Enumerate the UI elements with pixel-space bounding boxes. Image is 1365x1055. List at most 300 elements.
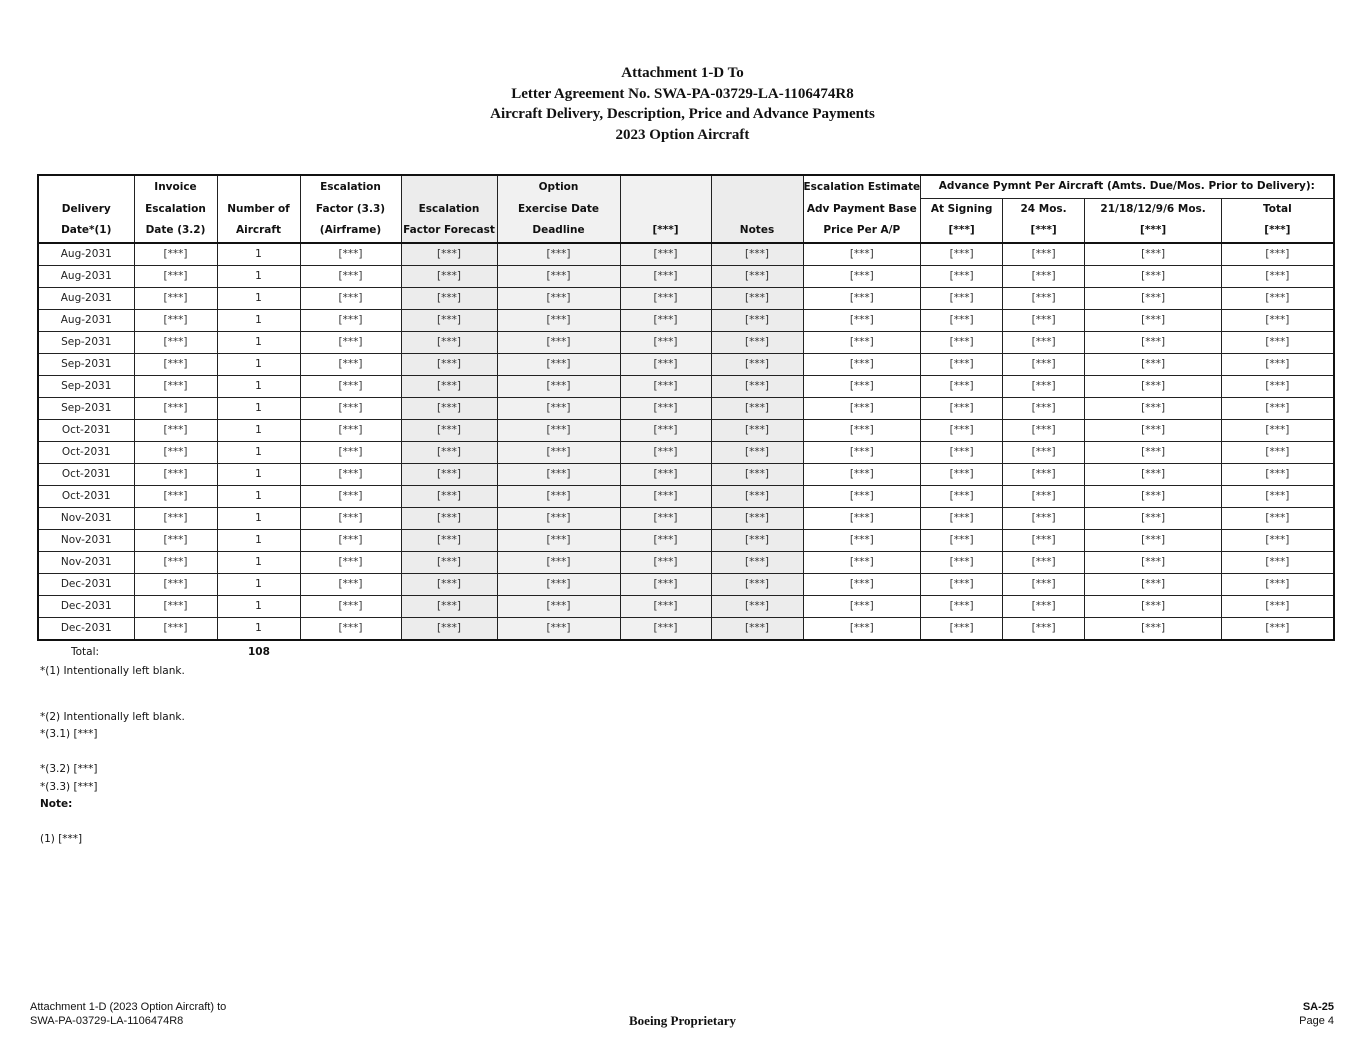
table-body (38, 243, 1334, 640)
at-signing-cell: [***] (921, 375, 1003, 397)
invoice-escalation-cell: [***] (134, 595, 217, 617)
escalation-estimate-cell: [***] (803, 419, 921, 441)
24-mos-cell: [***] (1003, 375, 1085, 397)
total-cell: [***] (1222, 573, 1334, 595)
escalation-forecast-cell: [***] (401, 551, 497, 573)
notes-cell: [***] (711, 441, 803, 463)
notes-cell: [***] (711, 463, 803, 485)
footnote-3-3: *(3.3) [***] (40, 780, 98, 793)
delivery-date-cell: Aug-2031 (38, 287, 134, 309)
total-cell: [***] (1222, 595, 1334, 617)
number-aircraft-cell: 1 (217, 529, 300, 551)
number-aircraft-cell: 1 (217, 353, 300, 375)
invoice-escalation-cell: [***] (134, 331, 217, 353)
24-mos-cell: [***] (1003, 551, 1085, 573)
table-row (38, 617, 1334, 640)
option-exercise-cell: [***] (497, 551, 620, 573)
escalation-factor-cell: [***] (300, 331, 401, 353)
escalation-estimate-cell: [***] (803, 375, 921, 397)
header-total: Total (1222, 198, 1334, 220)
total-cell: [***] (1222, 485, 1334, 507)
header-redacted-2 (620, 198, 711, 220)
number-aircraft-cell: 1 (217, 331, 300, 353)
at-signing-cell: [***] (921, 485, 1003, 507)
escalation-estimate-cell: [***] (803, 287, 921, 309)
21-18-12-9-6-mos-cell: [***] (1085, 243, 1222, 266)
at-signing-cell: [***] (921, 397, 1003, 419)
total-cell: [***] (1222, 243, 1334, 266)
table-row (38, 419, 1334, 441)
escalation-factor-cell: [***] (300, 397, 401, 419)
table-row (38, 243, 1334, 266)
at-signing-cell: [***] (921, 463, 1003, 485)
table-row (38, 265, 1334, 287)
header-option-exercise-2: Exercise Date (497, 198, 620, 220)
number-aircraft-cell: 1 (217, 419, 300, 441)
21-18-12-9-6-mos-cell: [***] (1085, 265, 1222, 287)
invoice-escalation-cell: [***] (134, 353, 217, 375)
at-signing-cell: [***] (921, 507, 1003, 529)
escalation-estimate-cell: [***] (803, 529, 921, 551)
table-row (38, 485, 1334, 507)
notes-cell: [***] (711, 507, 803, 529)
total-label: Total: (71, 646, 100, 658)
option-exercise-cell: [***] (497, 529, 620, 551)
escalation-factor-cell: [***] (300, 529, 401, 551)
header-delivery-date-3: Date*(1) (38, 220, 134, 243)
total-cell: [***] (1222, 331, 1334, 353)
footer-proprietary-notice: Boeing Proprietary (629, 1013, 736, 1028)
header-delivery-date-1 (38, 175, 134, 198)
table-row (38, 287, 1334, 309)
notes-cell: [***] (711, 485, 803, 507)
24-mos-cell: [***] (1003, 353, 1085, 375)
title-line-4: 2023 Option Aircraft (615, 126, 750, 143)
at-signing-cell: [***] (921, 287, 1003, 309)
escalation-estimate-cell: [***] (803, 353, 921, 375)
header-escalation-forecast-2: Escalation (401, 198, 497, 220)
redacted-cell: [***] (620, 551, 711, 573)
escalation-factor-cell: [***] (300, 595, 401, 617)
option-exercise-cell: [***] (497, 331, 620, 353)
delivery-date-cell: Nov-2031 (38, 551, 134, 573)
redacted-cell: [***] (620, 441, 711, 463)
footnote-3-1: *(3.1) [***] (40, 728, 98, 740)
title-line-1: Attachment 1-D To (621, 65, 744, 81)
escalation-factor-cell: [***] (300, 617, 401, 640)
escalation-forecast-cell: [***] (401, 463, 497, 485)
notes-cell: [***] (711, 617, 803, 640)
21-18-12-9-6-mos-cell: [***] (1085, 397, 1222, 419)
escalation-factor-cell: [***] (300, 507, 401, 529)
24-mos-cell: [***] (1003, 243, 1085, 266)
redacted-cell: [***] (620, 375, 711, 397)
24-mos-cell: [***] (1003, 441, 1085, 463)
at-signing-cell: [***] (921, 309, 1003, 331)
total-cell: [***] (1222, 353, 1334, 375)
invoice-escalation-cell: [***] (134, 265, 217, 287)
header-notes-1 (711, 175, 803, 198)
invoice-escalation-cell: [***] (134, 419, 217, 441)
invoice-escalation-cell: [***] (134, 551, 217, 573)
at-signing-cell: [***] (921, 551, 1003, 573)
redacted-cell: [***] (620, 419, 711, 441)
escalation-estimate-cell: [***] (803, 617, 921, 640)
escalation-estimate-cell: [***] (803, 595, 921, 617)
24-mos-cell: [***] (1003, 309, 1085, 331)
escalation-factor-cell: [***] (300, 309, 401, 331)
footnote-1: *(1) Intentionally left blank. (40, 665, 185, 677)
note-1: (1) [***] (40, 833, 83, 845)
escalation-forecast-cell: [***] (401, 331, 497, 353)
invoice-escalation-cell: [***] (134, 397, 217, 419)
24-mos-cell: [***] (1003, 595, 1085, 617)
header-escalation-estimate-1: Escalation Estimate (803, 175, 921, 198)
21-18-12-9-6-mos-cell: [***] (1085, 375, 1222, 397)
header-escalation-estimate-2: Adv Payment Base (803, 198, 921, 220)
escalation-estimate-cell: [***] (803, 551, 921, 573)
option-exercise-cell: [***] (497, 375, 620, 397)
number-aircraft-cell: 1 (217, 507, 300, 529)
escalation-forecast-cell: [***] (401, 595, 497, 617)
header-redacted-1 (620, 175, 711, 198)
option-exercise-cell: [***] (497, 485, 620, 507)
total-cell: [***] (1222, 309, 1334, 331)
total-aircraft-count: 108 (248, 646, 270, 658)
escalation-factor-cell: [***] (300, 463, 401, 485)
24-mos-cell: [***] (1003, 265, 1085, 287)
escalation-forecast-cell: [***] (401, 243, 497, 266)
footer-supplement-number: SA-25 (1302, 1001, 1334, 1013)
escalation-factor-cell: [***] (300, 353, 401, 375)
delivery-date-cell: Aug-2031 (38, 309, 134, 331)
at-signing-cell: [***] (921, 595, 1003, 617)
21-18-12-9-6-mos-cell: [***] (1085, 331, 1222, 353)
escalation-forecast-cell: [***] (401, 529, 497, 551)
option-exercise-cell: [***] (497, 397, 620, 419)
at-signing-cell: [***] (921, 353, 1003, 375)
invoice-escalation-cell: [***] (134, 441, 217, 463)
24-mos-cell: [***] (1003, 331, 1085, 353)
total-cell: [***] (1222, 265, 1334, 287)
escalation-factor-cell: [***] (300, 287, 401, 309)
title-line-3: Aircraft Delivery, Description, Price and Advance Payments (490, 106, 875, 122)
number-aircraft-cell: 1 (217, 617, 300, 640)
total-cell: [***] (1222, 397, 1334, 419)
header-escalation-factor-2: Factor (3.3) (300, 198, 401, 220)
number-aircraft-cell: 1 (217, 463, 300, 485)
number-aircraft-cell: 1 (217, 441, 300, 463)
at-signing-cell: [***] (921, 441, 1003, 463)
escalation-forecast-cell: [***] (401, 507, 497, 529)
escalation-estimate-cell: [***] (803, 265, 921, 287)
option-exercise-cell: [***] (497, 309, 620, 331)
number-aircraft-cell: 1 (217, 243, 300, 266)
option-exercise-cell: [***] (497, 419, 620, 441)
at-signing-cell: [***] (921, 573, 1003, 595)
delivery-date-cell: Aug-2031 (38, 243, 134, 266)
escalation-forecast-cell: [***] (401, 397, 497, 419)
21-18-12-9-6-mos-cell: [***] (1085, 353, 1222, 375)
notes-cell: [***] (711, 287, 803, 309)
21-18-12-9-6-mos-cell: [***] (1085, 287, 1222, 309)
header-at-signing-value: [***] (921, 220, 1003, 243)
number-aircraft-cell: 1 (217, 309, 300, 331)
header-24-mos-value: [***] (1003, 220, 1085, 243)
21-18-12-9-6-mos-cell: [***] (1085, 573, 1222, 595)
notes-cell: [***] (711, 397, 803, 419)
header-number-aircraft-2: Number of (217, 198, 300, 220)
delivery-date-cell: Sep-2031 (38, 397, 134, 419)
header-notes-3: Notes (711, 220, 803, 243)
table-row (38, 397, 1334, 419)
number-aircraft-cell: 1 (217, 551, 300, 573)
header-redacted-3: [***] (620, 220, 711, 243)
invoice-escalation-cell: [***] (134, 573, 217, 595)
option-exercise-cell: [***] (497, 265, 620, 287)
escalation-estimate-cell: [***] (803, 485, 921, 507)
table-row (38, 309, 1334, 331)
escalation-factor-cell: [***] (300, 243, 401, 266)
delivery-date-cell: Oct-2031 (38, 419, 134, 441)
number-aircraft-cell: 1 (217, 573, 300, 595)
redacted-cell: [***] (620, 573, 711, 595)
invoice-escalation-cell: [***] (134, 287, 217, 309)
notes-cell: [***] (711, 309, 803, 331)
option-exercise-cell: [***] (497, 595, 620, 617)
21-18-12-9-6-mos-cell: [***] (1085, 595, 1222, 617)
escalation-forecast-cell: [***] (401, 441, 497, 463)
escalation-factor-cell: [***] (300, 265, 401, 287)
invoice-escalation-cell: [***] (134, 507, 217, 529)
notes-cell: [***] (711, 595, 803, 617)
delivery-date-cell: Oct-2031 (38, 485, 134, 507)
table-row (38, 551, 1334, 573)
21-18-12-9-6-mos-cell: [***] (1085, 507, 1222, 529)
redacted-cell: [***] (620, 617, 711, 640)
footer-left-line-1: Attachment 1-D (2023 Option Aircraft) to (30, 1001, 227, 1013)
table-row (38, 441, 1334, 463)
table-row (38, 573, 1334, 595)
escalation-forecast-cell: [***] (401, 287, 497, 309)
total-cell: [***] (1222, 617, 1334, 640)
redacted-cell: [***] (620, 243, 711, 266)
number-aircraft-cell: 1 (217, 265, 300, 287)
header-escalation-factor-1: Escalation (300, 175, 401, 198)
notes-cell: [***] (711, 243, 803, 266)
escalation-estimate-cell: [***] (803, 441, 921, 463)
at-signing-cell: [***] (921, 529, 1003, 551)
table-row (38, 331, 1334, 353)
option-exercise-cell: [***] (497, 441, 620, 463)
21-18-12-9-6-mos-cell: [***] (1085, 463, 1222, 485)
notes-cell: [***] (711, 419, 803, 441)
redacted-cell: [***] (620, 309, 711, 331)
table-row (38, 353, 1334, 375)
total-cell: [***] (1222, 551, 1334, 573)
notes-cell: [***] (711, 353, 803, 375)
header-invoice-escalation-3: Date (3.2) (134, 220, 217, 243)
header-notes-2 (711, 198, 803, 220)
table-row (38, 595, 1334, 617)
total-cell: [***] (1222, 529, 1334, 551)
option-exercise-cell: [***] (497, 243, 620, 266)
redacted-cell: [***] (620, 397, 711, 419)
redacted-cell: [***] (620, 265, 711, 287)
24-mos-cell: [***] (1003, 529, 1085, 551)
number-aircraft-cell: 1 (217, 485, 300, 507)
delivery-date-cell: Nov-2031 (38, 529, 134, 551)
escalation-forecast-cell: [***] (401, 265, 497, 287)
escalation-estimate-cell: [***] (803, 309, 921, 331)
escalation-factor-cell: [***] (300, 485, 401, 507)
header-number-aircraft-3: Aircraft (217, 220, 300, 243)
total-cell: [***] (1222, 463, 1334, 485)
redacted-cell: [***] (620, 507, 711, 529)
notes-cell: [***] (711, 529, 803, 551)
invoice-escalation-cell: [***] (134, 375, 217, 397)
at-signing-cell: [***] (921, 243, 1003, 266)
escalation-factor-cell: [***] (300, 441, 401, 463)
footnote-3-2: *(3.2) [***] (40, 763, 98, 775)
21-18-12-9-6-mos-cell: [***] (1085, 309, 1222, 331)
redacted-cell: [***] (620, 331, 711, 353)
delivery-date-cell: Oct-2031 (38, 463, 134, 485)
header-21-18-12-9-6-mos: 21/18/12/9/6 Mos. (1085, 198, 1222, 220)
table-row (38, 529, 1334, 551)
total-cell: [***] (1222, 419, 1334, 441)
option-exercise-cell: [***] (497, 463, 620, 485)
escalation-forecast-cell: [***] (401, 573, 497, 595)
header-21-18-12-9-6-mos-value: [***] (1085, 220, 1222, 243)
redacted-cell: [***] (620, 353, 711, 375)
header-advance-payment-group: Advance Pymnt Per Aircraft (Amts. Due/Mos. Prior to Delivery): (921, 175, 1334, 198)
header-escalation-estimate-3: Price Per A/P (803, 220, 921, 243)
escalation-estimate-cell: [***] (803, 243, 921, 266)
delivery-date-cell: Oct-2031 (38, 441, 134, 463)
21-18-12-9-6-mos-cell: [***] (1085, 529, 1222, 551)
escalation-factor-cell: [***] (300, 419, 401, 441)
number-aircraft-cell: 1 (217, 375, 300, 397)
at-signing-cell: [***] (921, 617, 1003, 640)
invoice-escalation-cell: [***] (134, 529, 217, 551)
header-delivery-date-2: Delivery (38, 198, 134, 220)
redacted-cell: [***] (620, 529, 711, 551)
24-mos-cell: [***] (1003, 485, 1085, 507)
escalation-factor-cell: [***] (300, 375, 401, 397)
24-mos-cell: [***] (1003, 419, 1085, 441)
invoice-escalation-cell: [***] (134, 617, 217, 640)
option-exercise-cell: [***] (497, 573, 620, 595)
escalation-forecast-cell: [***] (401, 617, 497, 640)
option-exercise-cell: [***] (497, 617, 620, 640)
total-cell: [***] (1222, 287, 1334, 309)
footer-page-info (1299, 1000, 1334, 1028)
footer-left-line-2: SWA-PA-03729-LA-1106474R8 (30, 1015, 184, 1027)
note-label: Note: (40, 798, 73, 810)
at-signing-cell: [***] (921, 265, 1003, 287)
21-18-12-9-6-mos-cell: [***] (1085, 485, 1222, 507)
header-escalation-factor-3: (Airframe) (300, 220, 401, 243)
table-header (38, 175, 1334, 243)
21-18-12-9-6-mos-cell: [***] (1085, 551, 1222, 573)
number-aircraft-cell: 1 (217, 595, 300, 617)
header-24-mos: 24 Mos. (1003, 198, 1085, 220)
total-cell: [***] (1222, 441, 1334, 463)
24-mos-cell: [***] (1003, 463, 1085, 485)
delivery-date-cell: Sep-2031 (38, 331, 134, 353)
escalation-forecast-cell: [***] (401, 375, 497, 397)
delivery-date-cell: Dec-2031 (38, 573, 134, 595)
number-aircraft-cell: 1 (217, 287, 300, 309)
24-mos-cell: [***] (1003, 617, 1085, 640)
invoice-escalation-cell: [***] (134, 463, 217, 485)
footnotes (40, 663, 185, 849)
at-signing-cell: [***] (921, 419, 1003, 441)
delivery-date-cell: Aug-2031 (38, 265, 134, 287)
header-at-signing: At Signing (921, 198, 1003, 220)
escalation-estimate-cell: [***] (803, 573, 921, 595)
24-mos-cell: [***] (1003, 287, 1085, 309)
delivery-date-cell: Dec-2031 (38, 617, 134, 640)
header-option-exercise-3: Deadline (497, 220, 620, 243)
table-row (38, 375, 1334, 397)
header-option-exercise-1: Option (497, 175, 620, 198)
notes-cell: [***] (711, 573, 803, 595)
redacted-cell: [***] (620, 287, 711, 309)
escalation-estimate-cell: [***] (803, 397, 921, 419)
delivery-date-cell: Sep-2031 (38, 375, 134, 397)
delivery-schedule-table (37, 174, 1335, 641)
redacted-cell: [***] (620, 463, 711, 485)
option-exercise-cell: [***] (497, 287, 620, 309)
table-row (38, 463, 1334, 485)
footer-page-number: Page 4 (1299, 1015, 1334, 1027)
title-line-2: Letter Agreement No. SWA-PA-03729-LA-1106474R8 (511, 85, 854, 102)
24-mos-cell: [***] (1003, 573, 1085, 595)
invoice-escalation-cell: [***] (134, 309, 217, 331)
total-cell: [***] (1222, 375, 1334, 397)
option-exercise-cell: [***] (497, 507, 620, 529)
escalation-forecast-cell: [***] (401, 353, 497, 375)
header-total-value: [***] (1222, 220, 1334, 243)
escalation-estimate-cell: [***] (803, 331, 921, 353)
escalation-forecast-cell: [***] (401, 309, 497, 331)
escalation-estimate-cell: [***] (803, 463, 921, 485)
escalation-forecast-cell: [***] (401, 485, 497, 507)
footnote-2: *(2) Intentionally left blank. (40, 710, 185, 723)
invoice-escalation-cell: [***] (134, 243, 217, 266)
notes-cell: [***] (711, 375, 803, 397)
invoice-escalation-cell: [***] (134, 485, 217, 507)
notes-cell: [***] (711, 331, 803, 353)
21-18-12-9-6-mos-cell: [***] (1085, 441, 1222, 463)
21-18-12-9-6-mos-cell: [***] (1085, 419, 1222, 441)
21-18-12-9-6-mos-cell: [***] (1085, 617, 1222, 640)
delivery-date-cell: Sep-2031 (38, 353, 134, 375)
header-escalation-forecast-1 (401, 175, 497, 198)
document-title (0, 63, 1365, 145)
notes-cell: [***] (711, 265, 803, 287)
header-invoice-escalation-2: Escalation (134, 198, 217, 220)
redacted-cell: [***] (620, 595, 711, 617)
escalation-estimate-cell: [***] (803, 507, 921, 529)
delivery-date-cell: Dec-2031 (38, 595, 134, 617)
header-number-aircraft-1 (217, 175, 300, 198)
number-aircraft-cell: 1 (217, 397, 300, 419)
redacted-cell: [***] (620, 485, 711, 507)
escalation-factor-cell: [***] (300, 551, 401, 573)
